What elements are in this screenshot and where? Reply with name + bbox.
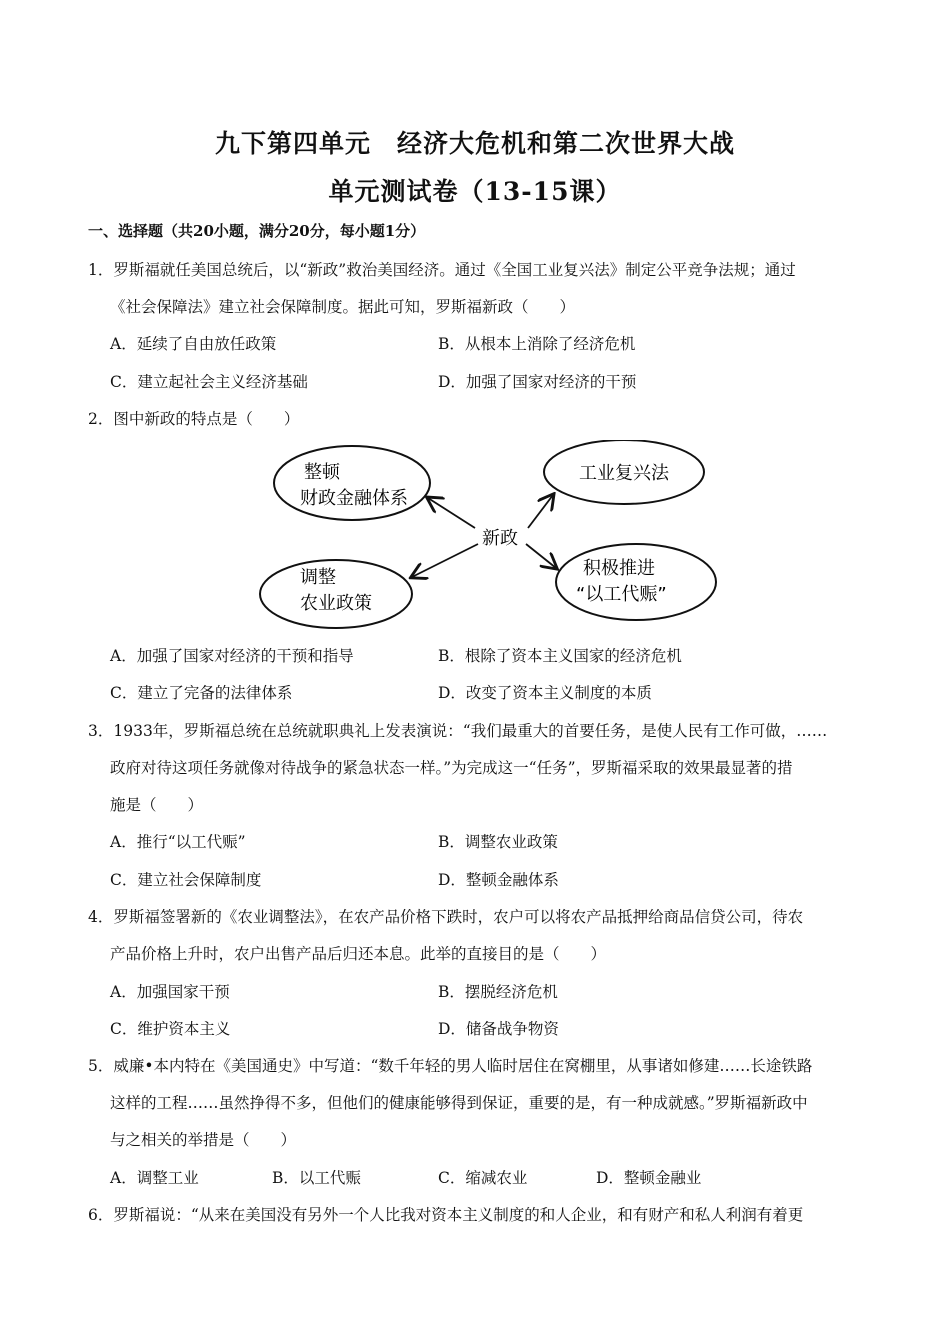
question-3-option-b[interactable]: B．调整农业政策 — [438, 833, 558, 851]
question-3-option-d[interactable]: D．整顿金融体系 — [438, 871, 559, 889]
arrow-to-bottom-left — [412, 544, 478, 577]
question-4-option-b[interactable]: B．摆脱经济危机 — [438, 983, 558, 1001]
question-3-line-2: 政府对待这项任务就像对待战争的紧急状态一样。”为完成这一“任务”，罗斯福采取的效果最显著的措 — [110, 759, 793, 777]
question-4-line-2: 产品价格上升时，农户出售产品后归还本息。此举的直接目的是（ ） — [110, 945, 607, 963]
question-5-line-2: 这样的工程……虽然挣得不多，但他们的健康能够得到保证，重要的是，有一种成就感。”罗斯福新政中 — [110, 1094, 808, 1112]
diagram-top-left-line-1: 整顿 — [304, 462, 340, 483]
question-5-option-c[interactable]: C．缩减农业 — [438, 1169, 528, 1187]
question-4-option-d[interactable]: D．储备战争物资 — [438, 1020, 559, 1038]
question-1-line-1: 1．罗斯福就任美国总统后，以“新政”救治美国经济。通过《全国工业复兴法》制定公平竞争法规；通过 — [88, 261, 796, 279]
question-1-option-c[interactable]: C．建立起社会主义经济基础 — [110, 373, 308, 391]
question-5-option-b[interactable]: B．以工代赈 — [272, 1169, 361, 1187]
diagram-node-bottom-right — [556, 544, 716, 620]
arrow-to-top-right — [528, 495, 553, 528]
question-2-option-d[interactable]: D．改变了资本主义制度的本质 — [438, 684, 652, 702]
diagram-bottom-left-line-2: 农业政策 — [300, 593, 372, 614]
diagram-top-left-line-2: 财政金融体系 — [300, 488, 408, 509]
question-1-line-2: 《社会保障法》建立社会保障制度。据此可知，罗斯福新政（ ） — [110, 298, 576, 316]
question-5-line-1: 5．威廉•本内特在《美国通史》中写道：“数千年轻的男人临时居住在窝棚里，从事诸如修建……长途铁路 — [88, 1057, 813, 1075]
question-4-line-1: 4．罗斯福签署新的《农业调整法》，在农产品价格下跌时，农户可以将农产品抵押给商品信贷公司，待农 — [88, 908, 804, 926]
question-4-option-a[interactable]: A．加强国家干预 — [110, 983, 230, 1001]
new-deal-diagram — [250, 440, 730, 640]
question-1-option-d[interactable]: D．加强了国家对经济的干预 — [438, 373, 637, 391]
question-6-line-1: 6．罗斯福说：“从来在美国没有另外一个人比我对资本主义制度的和人企业，和有财产和私人利润有着更 — [88, 1206, 804, 1224]
question-4-option-c[interactable]: C．维护资本主义 — [110, 1020, 231, 1038]
question-2-line-1: 2．图中新政的特点是（ ） — [88, 410, 300, 428]
diagram-center-label: 新政 — [482, 528, 518, 549]
question-2-option-c[interactable]: C．建立了完备的法律体系 — [110, 684, 293, 702]
question-2-option-a[interactable]: A．加强了国家对经济的干预和指导 — [110, 647, 354, 665]
question-3-line-1: 3．1933年，罗斯福总统在总统就职典礼上发表演说：“我们最重大的首要任务，是使人民有工作可做，…… — [88, 722, 828, 740]
question-5-option-a[interactable]: A．调整工业 — [110, 1169, 199, 1187]
question-5-option-d[interactable]: D．整顿金融业 — [596, 1169, 702, 1187]
arrow-to-top-left — [428, 498, 475, 528]
question-3-option-a[interactable]: A．推行“以工代赈” — [110, 833, 246, 851]
unit-title: 九下第四单元 经济大危机和第二次世界大战 — [214, 129, 735, 158]
question-3-option-c[interactable]: C．建立社会保障制度 — [110, 871, 262, 889]
section-heading: 一、选择题（共20小题，满分20分，每小题1分） — [88, 222, 426, 240]
test-subtitle: 单元测试卷（13-15课） — [328, 177, 622, 206]
diagram-bottom-right-line-2: “以工代赈” — [576, 584, 667, 605]
question-2-option-b[interactable]: B．根除了资本主义国家的经济危机 — [438, 647, 682, 665]
question-1-option-a[interactable]: A．延续了自由放任政策 — [110, 335, 277, 353]
question-3-line-3: 施是（ ） — [110, 796, 204, 814]
arrow-to-bottom-right — [526, 544, 556, 568]
diagram-bottom-left-line-1: 调整 — [300, 567, 336, 588]
diagram-top-right-line-1: 工业复兴法 — [579, 463, 669, 484]
diagram-bottom-right-line-1: 积极推进 — [583, 558, 655, 579]
question-1-option-b[interactable]: B．从根本上消除了经济危机 — [438, 335, 636, 353]
question-5-line-3: 与之相关的举措是（ ） — [110, 1131, 297, 1149]
